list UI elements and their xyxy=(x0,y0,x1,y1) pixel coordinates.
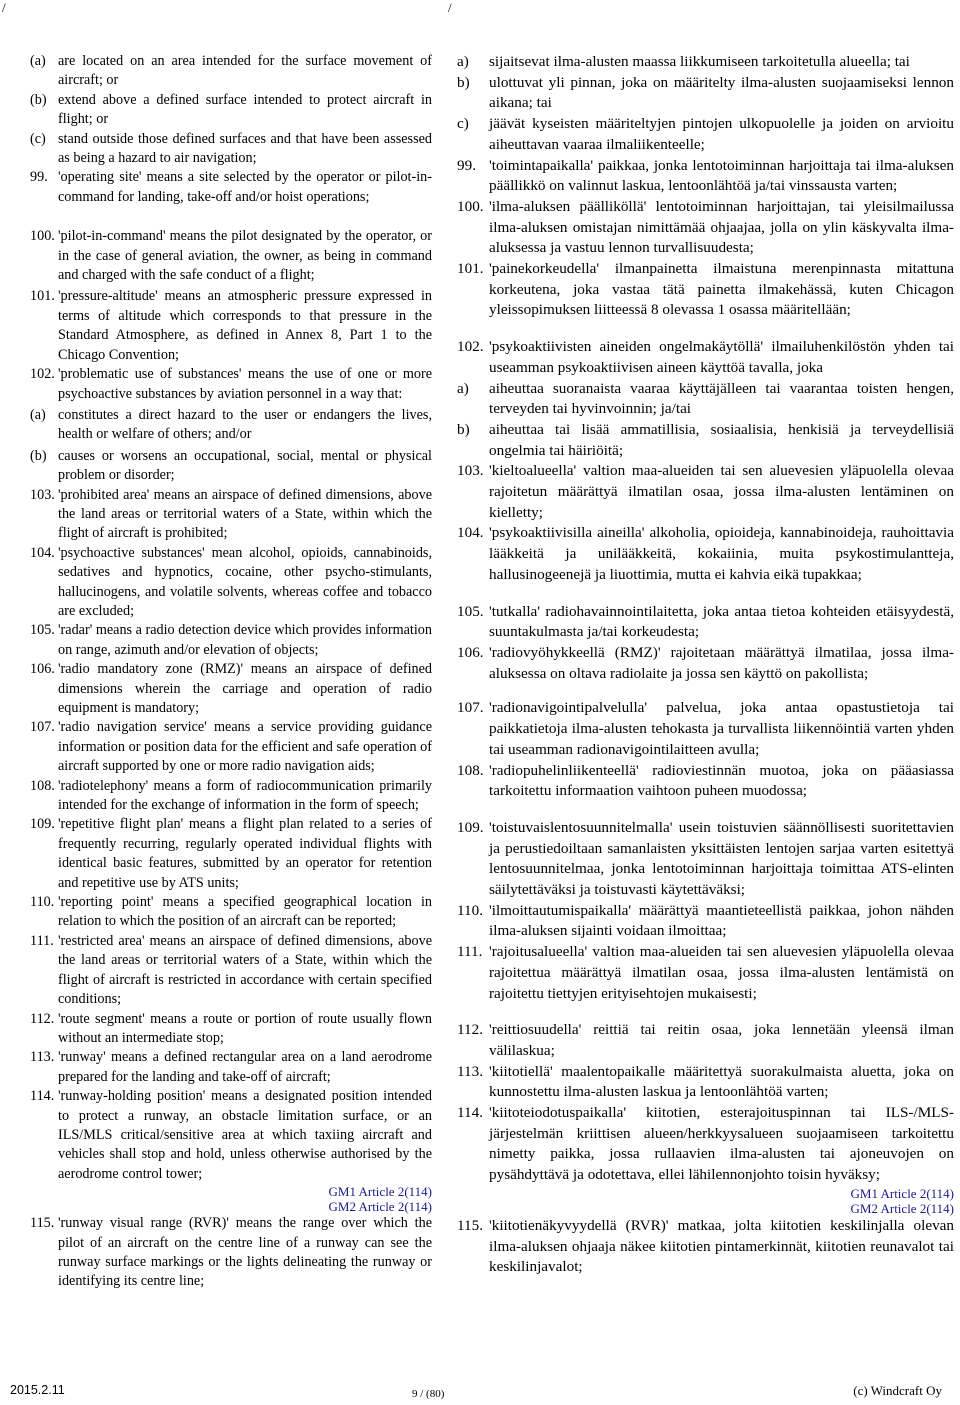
item-text: jäävät kyseisten määriteltyjen pintojen ulkopuolelle ja joiden on arvioitu aiheuttavan vaaraa ilmaliikenteelle; xyxy=(489,115,954,153)
item-text: 'tutkalla' radiohavainnointilaitetta, joka antaa tietoa kohteiden etäisyydestä, suuntakulmasta ja/tai korkeudesta; xyxy=(489,602,954,641)
footer-copyright: (c) Windcraft Oy xyxy=(853,1383,942,1398)
item-number: 112. xyxy=(457,1021,484,1039)
item-number: 104. xyxy=(457,524,484,542)
item-text: 'kiitoteiodotuspaikalla' kiitotien, esterajoituspinnan tai ILS-/MLS-järjestelmän kriittisen alueen/herkkyysalueen suojaamiseen tarkoitettu nimetty paikka, jossa rullaavien ilma-alusten tai ajoneuvojen on pysähdyttävä ja odotettava, ellei lähilennonjohto toisin hyväksy; xyxy=(489,1104,954,1184)
item-text: 'repetitive flight plan' means a flight plan related to a series of frequently recurring, regularly operated individual flights with identical basic features, submitted by an operator for retention and repetitive use by ATS units; xyxy=(58,816,432,891)
definition-item xyxy=(457,156,954,197)
item-text: 'radio mandatory zone (RMZ)' means an airspace of defined dimensions wherein the carriage and operation of radio equipment is mandatory; xyxy=(58,661,432,716)
item-number: 105. xyxy=(30,622,55,639)
item-number: 112. xyxy=(30,1010,55,1027)
definition-item xyxy=(30,287,432,365)
item-text: sijaitsevat ilma-alusten maassa liikkumiseen tarkoitetulla alueella; tai xyxy=(489,53,910,70)
definition-item xyxy=(30,660,432,718)
item-number: 110. xyxy=(457,901,484,919)
definition-item xyxy=(30,621,432,660)
guidance-material-reference: GM2 Article 2(114) xyxy=(850,1200,954,1216)
item-text: causes or worsens an occupational, social, mental or physical problem or disorder; xyxy=(58,447,432,484)
definition-item xyxy=(457,602,954,643)
definition-item xyxy=(30,1087,432,1184)
item-number: 111. xyxy=(30,932,54,949)
item-text: are located on an area intended for the surface movement of aircraft; or xyxy=(58,53,432,89)
item-text: 'restricted area' means an airspace of defined dimensions, above the land areas or territorial waters of a State, within which the flight of aircraft is restricted in accordance with certain specified conditions; xyxy=(58,932,432,1008)
item-text: 'reittiosuudella' reittiä tai reitin osaa, joka lennetään yleensä ilman välilaskua; xyxy=(489,1021,954,1059)
definition-item xyxy=(457,461,954,523)
item-text: 'kieltoalueella' valtion maa-alueiden tai sen aluevesien yläpuolella olevaa rajoitetun määrättyä ilmatilan osaa, jossa ilma-alusten lentäminen on kielletty; xyxy=(489,462,954,521)
item-number: (a) xyxy=(30,406,46,423)
definition-item xyxy=(457,52,954,73)
definition-item xyxy=(30,486,432,544)
item-text: 'kiitotienäkyvyydellä (RVR)' matkaa, jolta kiitotien keskilinjalla olevan ilma-aluksen ohjaaja näkee kiitotien pintamerkinnät, kiitotien reunavalot tai keskilinjavalot; xyxy=(489,1216,954,1276)
definition-item xyxy=(457,942,954,1004)
item-number: b) xyxy=(457,420,470,438)
footer-page-number: 9 / (80) xyxy=(412,1388,445,1400)
item-number: 108. xyxy=(30,777,55,794)
item-text: ulottuvat yli pinnan, joka on määritelty ilma-alusten suojaamiseksi lennon aikana; tai xyxy=(489,73,954,112)
definition-item xyxy=(457,379,954,420)
header-slash-left: / xyxy=(2,0,6,15)
definition-item xyxy=(457,1020,954,1061)
item-text: 'radionavigointipalvelulla' palvelua, joka antaa opastustietoja tai paikkatietoja ilma-alusten tehokasta ja turvallista liikennöintiä varten yhden tai useamman radionavigointilaitteen avulla; xyxy=(489,699,954,758)
item-number: 100. xyxy=(30,228,55,245)
item-text: 'route segment' means a route or portion of route usually flown without an intermediate stop; xyxy=(58,1010,432,1046)
item-number: (b) xyxy=(30,91,47,108)
item-number: 115. xyxy=(457,1216,484,1234)
definition-item xyxy=(457,901,954,942)
item-number: 101. xyxy=(457,260,484,278)
item-text: 'radiopuhelinliikenteellä' radioviestinnän muotoa, joka on pääasiassa tarkoitettu informaation vaihtoon puheen muodossa; xyxy=(489,761,954,800)
definition-item xyxy=(30,1214,432,1292)
item-text: 'runway visual range (RVR)' means the range over which the pilot of an aircraft on the centre line of a runway can see the runway surface markings or the lights delineating the runway or identifying its centre line; xyxy=(58,1215,432,1290)
finnish-column xyxy=(457,52,954,1278)
definition-item xyxy=(457,523,954,585)
item-text: 'runway-holding position' means a designated position intended to protect a runway, an obstacle limitation surface, or an ILS/MLS critical/sensitive area at which taxiing aircraft and vehicles shall stop and hold, unless otherwise authorised by the aerodrome control tower; xyxy=(58,1088,432,1182)
item-number: 102. xyxy=(30,366,55,383)
english-column xyxy=(30,52,432,1292)
definition-item xyxy=(457,1216,954,1278)
definition-item xyxy=(30,227,432,285)
item-text: 'radiovyöhykkeellä (RMZ)' rajoitetaan määrättyä ilmatilaa, jossa ilma-aluksessa on oltava radiolaite ja jossa sen käyttö on pakollista; xyxy=(489,643,954,682)
item-number: 99. xyxy=(30,169,48,186)
item-text: aiheuttaa suoranaista vaaraa käyttäjälleen tai vaarantaa toisten hengen, terveyden tai hyvinvoinnin; ja/tai xyxy=(489,379,954,418)
item-number: 102. xyxy=(457,338,484,356)
definition-item xyxy=(457,259,954,321)
guidance-material-reference: GM1 Article 2(114) xyxy=(328,1184,432,1200)
item-number: 100. xyxy=(457,197,484,215)
item-number: 115. xyxy=(30,1215,55,1232)
definition-item xyxy=(457,114,954,155)
item-text: 'radio navigation service' means a service providing guidance information or position data for the efficient and safe operation of aircraft supported by one or more radio navigation aids; xyxy=(58,719,432,775)
definition-item xyxy=(30,447,432,486)
item-text: 'ilmoittautumispaikalla' määrättyä maantieteellistä paikkaa, johon nähden ilma-aluksen sijainti voidaan ilmoittaa; xyxy=(489,901,954,940)
item-number: 109. xyxy=(30,816,55,833)
guidance-material-reference: GM2 Article 2(114) xyxy=(328,1199,432,1215)
item-number: a) xyxy=(457,53,469,70)
item-number: (b) xyxy=(30,447,47,464)
definition-item xyxy=(30,1048,432,1087)
definition-item xyxy=(457,818,954,901)
item-text: 'problematic use of substances' means the use of one or more psychoactive substances by aviation personnel in a way that: xyxy=(58,366,432,402)
item-number: b) xyxy=(457,73,470,91)
definition-item xyxy=(457,197,954,259)
item-number: 106. xyxy=(457,643,484,661)
item-text: 'pilot-in-command' means the pilot designated by the operator, or in the case of general aviation, the owner, as being in command and charged with the safe conduct of a flight; xyxy=(58,228,432,284)
definition-item xyxy=(457,420,954,461)
item-number: (a) xyxy=(30,53,46,69)
item-number: 107. xyxy=(30,719,55,736)
item-number: 110. xyxy=(30,894,55,911)
item-number: 109. xyxy=(457,818,484,836)
header-slash-right: / xyxy=(448,0,452,15)
item-number: 103. xyxy=(30,486,55,503)
item-text: 'psychoactive substances' mean alcohol, opioids, cannabinoids, sedatives and hypnotics, cocaine, other psycho-stimulants, hallucinogens, and volatile solvents, whereas coffee and tobacco are excluded; xyxy=(58,544,432,619)
item-text: 'runway' means a defined rectangular area on a land aerodrome prepared for the landing and take-off of aircraft; xyxy=(58,1049,432,1085)
item-text: 'toistuvaislentosuunnitelmalla' usein toistuvien säännöllisesti suoritettavien ja perustiedoiltaan samanlaisten yksittäisten lentojen sarjaa varten esitettyä lentosuunnitelmaa, jonka lentotoiminnan harjoittaja toimittaa ATS-elinten säilytettäväksi ja toistuvasti käytettäväksi; xyxy=(489,818,954,899)
item-text: 'radiotelephony' means a form of radiocommunication primarily intended for the exchange of information in the form of speech; xyxy=(58,777,432,814)
item-number: 114. xyxy=(457,1104,484,1122)
definition-item xyxy=(457,337,954,378)
item-number: 103. xyxy=(457,462,484,480)
item-text: 'prohibited area' means an airspace of defined dimensions, above the land areas or territorial waters of a State, within which the flight of aircraft is prohibited; xyxy=(58,486,432,542)
item-text: extend above a defined surface intended to protect aircraft in flight; or xyxy=(58,91,432,128)
item-number: 106. xyxy=(30,661,55,678)
definition-item xyxy=(30,91,432,130)
guidance-material-reference: GM1 Article 2(114) xyxy=(850,1185,954,1201)
item-text: 'operating site' means a site selected by the operator or pilot-in-command for landing, take-off and/or hoist operations; xyxy=(58,169,432,205)
item-number: 113. xyxy=(30,1049,55,1066)
definition-item xyxy=(30,544,432,622)
item-text: stand outside those defined surfaces and that have been assessed as being a hazard to air navigation; xyxy=(58,130,432,167)
definition-item xyxy=(457,1062,954,1103)
definition-item xyxy=(30,130,432,169)
item-number: 105. xyxy=(457,602,484,620)
item-text: 'psykoaktiivisten aineiden ongelmakäytöllä' ilmailuhenkilöstön yhden tai useamman psykoaktiivisen aineen käyttöä tavalla, joka xyxy=(489,338,954,376)
definition-item xyxy=(30,406,432,445)
item-text: 'radar' means a radio detection device which provides information on range, azimuth and/or elevation of objects; xyxy=(58,622,432,658)
definition-item xyxy=(30,893,432,932)
item-number: 101. xyxy=(30,288,55,305)
item-number: 111. xyxy=(457,943,483,961)
definition-item xyxy=(30,52,432,91)
definition-item xyxy=(30,932,432,1010)
item-text: constitutes a direct hazard to the user or endangers the lives, health or welfare of others; and/or xyxy=(58,406,432,443)
item-text: 'toimintapaikalla' paikkaa, jonka lentotoiminnan harjoittaja tai ilma-aluksen päällikkö on valinnut laskua, lentoonlähtöä ja/tai vinssausta varten; xyxy=(489,156,954,195)
item-text: 'painekorkeudella' ilmanpainetta ilmaistuna merenpinnasta mitattuna korkeutena, joka vastaa tätä painetta ilmakehässä, kuten Chicagon yleissopimuksen liitteessä 8 olevassa 1 osassa määritellään; xyxy=(489,260,954,319)
definition-item xyxy=(30,815,432,893)
item-text: aiheuttaa tai lisää ammatillisia, sosiaalisia, henkisiä ja terveydellisiä ongelmia tai häiriöitä; xyxy=(489,420,954,459)
item-number: 107. xyxy=(457,699,484,717)
definition-item xyxy=(30,168,432,207)
item-text: 'rajoitusalueella' valtion maa-alueiden tai sen aluevesien yläpuolella olevaa rajoitettua määrättyä ilmatilan osaa, jossa ilma-alusten lentämistä on rajoitettu tiettyjen erityisehtojen mukaisesti; xyxy=(489,943,954,1002)
item-number: (c) xyxy=(30,130,46,147)
item-number: 99. xyxy=(457,156,476,174)
item-text: 'kiitotiellä' maalentopaikalle määritettyä suorakulmaista aluetta, joka on kunnostettu ilma-alusten laskua ja lentoonlähtöä varten; xyxy=(489,1062,954,1101)
item-number: 113. xyxy=(457,1062,484,1080)
item-number: 104. xyxy=(30,544,55,561)
definition-item xyxy=(457,698,954,760)
definition-item xyxy=(457,761,954,802)
item-number: c) xyxy=(457,115,469,133)
definition-item xyxy=(457,73,954,114)
definition-item xyxy=(457,1103,954,1186)
item-number: a) xyxy=(457,379,469,397)
definition-item xyxy=(30,1010,432,1049)
definition-item xyxy=(30,777,432,816)
item-number: 114. xyxy=(30,1088,55,1105)
item-number: 108. xyxy=(457,761,484,779)
definition-item xyxy=(30,718,432,776)
footer-date: 2015.2.11 xyxy=(10,1383,65,1397)
definition-item xyxy=(30,365,432,404)
item-text: 'pressure-altitude' means an atmospheric pressure expressed in terms of altitude which corresponds to that pressure in the Standard Atmosphere, as defined in Annex 8, Part 1 to the Chicago Convention; xyxy=(58,288,432,363)
item-text: 'ilma-aluksen päälliköllä' lentotoiminnan harjoittajan, tai yleisilmailussa ilma-aluksen omistajan nimittämää ohjaajaa, jolla on ylin käskyvalta ilma-aluksessa ja vastuu lennon turvallisuudesta; xyxy=(489,197,954,257)
definition-item xyxy=(457,643,954,684)
item-text: 'reporting point' means a specified geographical location in relation to which the position of an aircraft can be reported; xyxy=(58,894,432,930)
item-text: 'psykoaktiivisilla aineilla' alkoholia, opioideja, kannabinoideja, rauhoittavia lääkkeitä ja unilääkkeitä, kokaiinia, muita psykostimulantteja, hallusinogeenejä ja liuottimia, mutta ei kahvia eikä tupakkaa; xyxy=(489,524,954,583)
